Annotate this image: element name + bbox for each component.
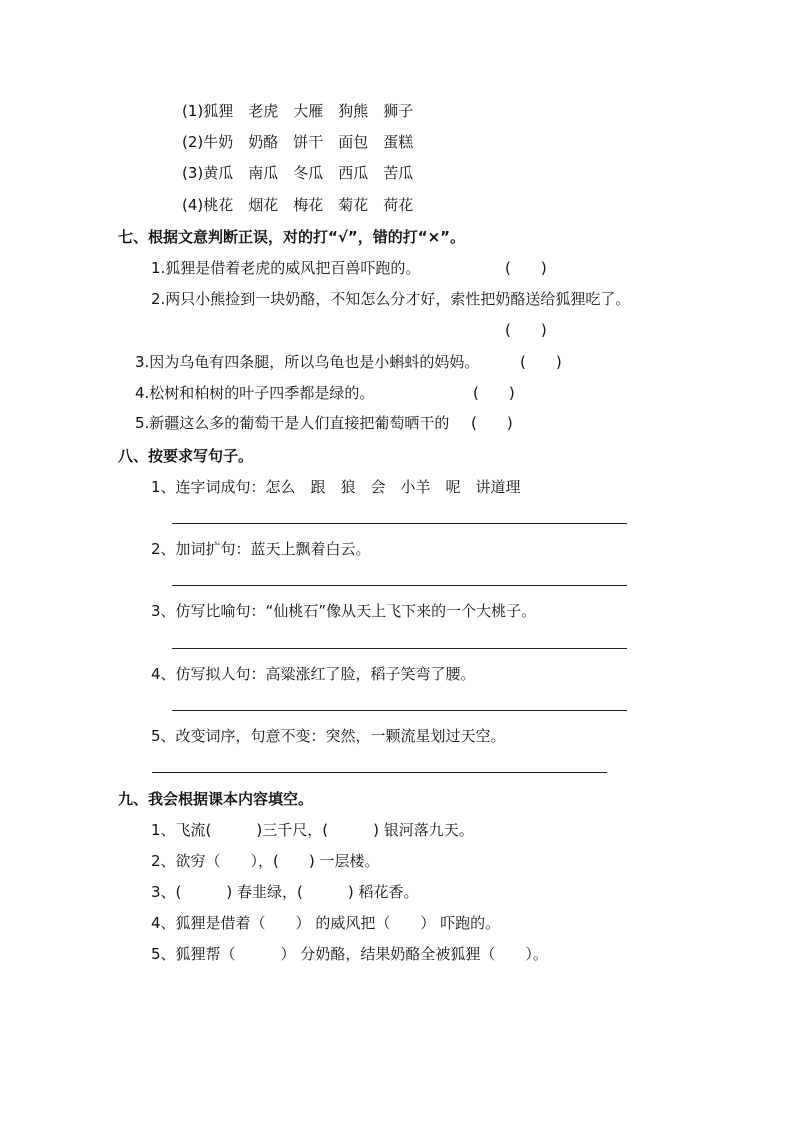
fill-in-item: 1、飞流( )三千尺，( ) 银河落九天。 xyxy=(151,821,474,839)
answer-blank[interactable]: ( ) xyxy=(471,414,513,432)
writing-line[interactable] xyxy=(172,710,627,711)
judgment-item: 3.因为乌龟有四条腿，所以乌龟也是小蝌蚪的妈妈。 xyxy=(135,353,480,371)
section-9-heading: 九、我会根据课本内容填空。 xyxy=(118,790,314,808)
word-group-item: (4)桃花 烟花 梅花 菊花 荷花 xyxy=(182,196,414,214)
judgment-item: 1.狐狸是借着老虎的威风把百兽吓跑的。 xyxy=(151,259,421,277)
writing-line[interactable] xyxy=(172,585,627,586)
judgment-item: 5.新疆这么多的葡萄干是人们直接把葡萄晒干的 xyxy=(135,414,450,432)
sentence-task: 2、加词扩句：蓝天上飘着白云。 xyxy=(151,540,371,558)
answer-blank[interactable]: ( ) xyxy=(505,259,547,277)
word-group-item: (1)狐狸 老虎 大雁 狗熊 狮子 xyxy=(182,102,414,120)
sentence-task: 4、仿写拟人句：高粱涨红了脸，稻子笑弯了腰。 xyxy=(151,665,476,683)
section-7-heading: 七、根据文意判断正误，对的打“√”，错的打“×”。 xyxy=(118,228,466,246)
sentence-task: 3、仿写比喻句：“仙桃石”像从天上飞下来的一个大桃子。 xyxy=(151,602,537,620)
writing-line[interactable] xyxy=(152,772,607,773)
judgment-item: 4.松树和柏树的叶子四季都是绿的。 xyxy=(135,384,375,402)
sentence-task: 1、连字词成句：怎么 跟 狼 会 小羊 呢 讲道理 xyxy=(151,478,521,496)
answer-blank[interactable]: ( ) xyxy=(473,384,515,402)
answer-blank[interactable]: ( ) xyxy=(505,321,547,339)
fill-in-item: 3、( ) 春韭绿，( ) 稻花香。 xyxy=(151,883,419,901)
fill-in-item: 4、狐狸是借着（ ） 的威风把（ ） 吓跑的。 xyxy=(151,914,501,932)
fill-in-item: 5、狐狸帮（ ） 分奶酪，结果奶酪全被狐狸（ ）。 xyxy=(151,945,548,963)
judgment-item: 2.两只小熊捡到一块奶酪，不知怎么分才好，索性把奶酪送给狐狸吃了。 xyxy=(151,290,631,308)
answer-blank[interactable]: ( ) xyxy=(520,353,562,371)
section-8-heading: 八、按要求写句子。 xyxy=(118,447,254,465)
fill-in-item: 2、欲穷（ ），( ) 一层楼。 xyxy=(151,852,380,870)
sentence-task: 5、改变词序，句意不变：突然，一颗流星划过天空。 xyxy=(151,727,506,745)
writing-line[interactable] xyxy=(172,648,627,649)
word-group-item: (2)牛奶 奶酪 饼干 面包 蛋糕 xyxy=(182,133,414,151)
word-group-item: (3)黄瓜 南瓜 冬瓜 西瓜 苦瓜 xyxy=(182,164,414,182)
writing-line[interactable] xyxy=(172,523,627,524)
